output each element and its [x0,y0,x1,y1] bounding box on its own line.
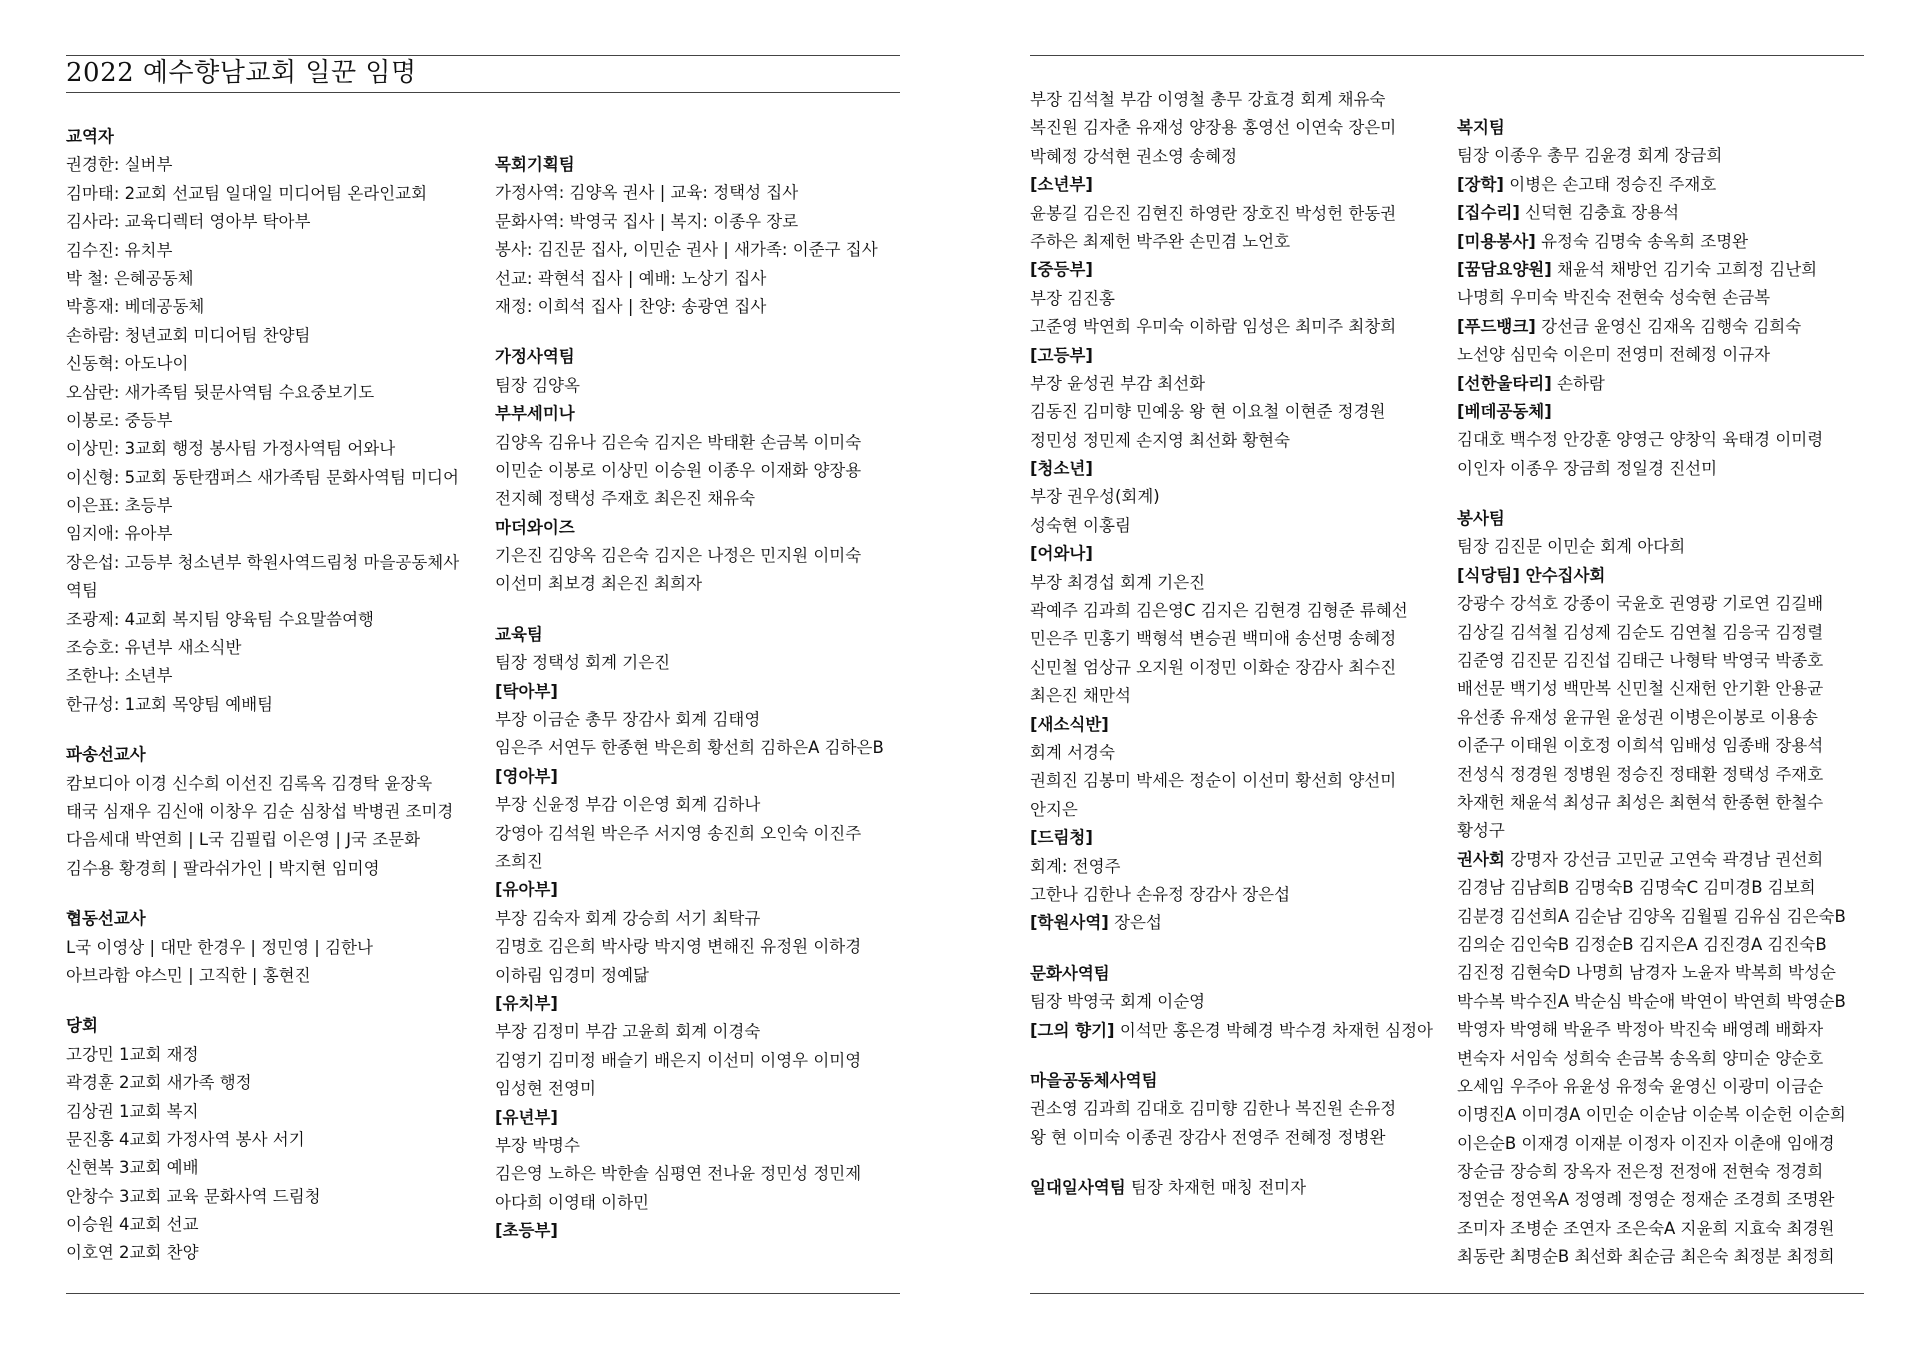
section-heading: [새소식반] [1030,714,1109,734]
section-spacer [1457,483,1846,505]
roster-line: 조희진 [495,851,543,871]
section-heading: 당회 [66,1016,98,1036]
section-heading: 마더와이즈 [495,517,575,537]
roster-line: 신동혁: 아도나이 [66,354,189,374]
section-heading: [소년부] [1030,175,1093,195]
roster-line: 김수진: 유치부 [66,240,173,260]
roster-line: 이신형: 5교회 동탄캠퍼스 새가족팀 문화사역팀 미디어 [66,467,459,487]
roster-line: 태국 심재우 김신애 이창우 김순 심창섭 박병권 조미경 [66,801,454,821]
section-spacer [66,883,459,905]
title-underline [66,92,900,93]
section-heading: [유아부] [495,880,558,900]
section-heading: 마을공동체사역팀 [1030,1070,1158,1090]
roster-line: 임지애: 유아부 [66,524,173,544]
section-spacer [1030,1152,1433,1174]
roster-line: 권희진 김봉미 박세은 정순이 이선미 황선희 양선미 [1030,771,1397,791]
roster-line: 이인자 이종우 장금희 정일경 진선미 [1457,458,1718,478]
roster-line: 기은진 김양옥 김은숙 김지은 나정은 민지원 이미숙 [495,546,862,566]
roster-line: 선교: 곽현석 집사 | 예배: 노상기 집사 [495,268,767,288]
roster-line [1457,228,1846,256]
roster-line: 임은주 서연두 한종현 박은희 황선희 김하은A 김하은B [495,738,884,758]
inline-names: 강명자 강선금 고민균 고연숙 곽경남 권선희 [1504,849,1824,869]
roster-line [1457,313,1846,341]
section-heading: [유년부] [495,1107,558,1127]
roster-line: 역팀 [66,581,98,601]
inline-label: [미용봉사] [1457,231,1536,251]
section-spacer [66,990,459,1012]
section-heading: [고등부] [1030,345,1093,365]
roster-line: 박 철: 은혜공동체 [66,268,194,288]
roster-line: 김영기 김미정 배슬기 배은지 이선미 이영우 이미영 [495,1050,862,1070]
inline-names: 강선금 윤영신 김재옥 김행숙 김희숙 [1535,316,1802,336]
section-heading: [베데공동체] [1457,401,1552,421]
roster-line: 김의순 김인숙B 김정순B 김지은A 김진경A 김진숙B [1457,934,1827,954]
section-heading: [드림청] [1030,828,1093,848]
roster-line: 부장 최경섭 회계 기은진 [1030,572,1206,592]
roster-line: 임성현 전영미 [495,1079,596,1099]
roster-line: 김분경 김선희A 김순남 김양옥 김월필 김유심 김은숙B [1457,906,1846,926]
roster-line: 복진원 김자춘 유재성 양장용 홍영선 이연숙 장은미 [1030,118,1397,138]
roster-line: 곽경훈 2교회 새가족 행정 [66,1073,252,1093]
roster-line: 부장 이금순 총무 장감사 회계 김태영 [495,710,761,730]
section-heading: [어와나] [1030,544,1093,564]
roster-line: 김양옥 김유나 김은숙 김지은 박태환 손금복 이미숙 [495,432,862,452]
section-spacer [495,599,884,621]
right-page [960,0,1920,1362]
roster-line: 권소영 김과희 김대호 김미향 김한나 복진원 손유정 [1030,1099,1397,1119]
roster-line [1457,562,1846,590]
section-heading: 문화사역팀 [1030,963,1110,983]
inline-names: 손하람 [1551,373,1605,393]
section-heading: 가정사역팀 [495,347,575,367]
roster-line: 이선미 최보경 최은진 최희자 [495,574,703,594]
roster-line: 부장 윤성권 부감 최선화 [1030,373,1206,393]
roster-line: 박흥재: 베데공동체 [66,297,205,317]
roster-line: 황성구 [1457,821,1505,841]
right-column-1 [1030,86,1433,1202]
roster-line: 김진정 김현숙D 나명희 남경자 노윤자 박복희 박성순 [1457,963,1836,983]
roster-line: 팀장 박영국 회계 이순영 [1030,992,1206,1012]
roster-line: 이명진A 이미경A 이민순 이순남 이순복 이순헌 이순희 [1457,1105,1846,1125]
roster-line: 회계: 전영주 [1030,856,1121,876]
inline-label: [집수리] [1457,203,1520,223]
roster-line: 김경남 김남희B 김명숙B 김명숙C 김미경B 김보희 [1457,878,1816,898]
roster-line: 조승호: 유년부 새소식반 [66,638,242,658]
section-heading: [유치부] [495,993,558,1013]
roster-line: 박영자 박영해 박윤주 박정아 박진숙 배영례 배화자 [1457,1020,1824,1040]
roster-line [1457,171,1846,199]
roster-line: 이상민: 3교회 행정 봉사팀 가정사역팀 어와나 [66,439,396,459]
roster-line: 신현복 3교회 예배 [66,1158,199,1178]
roster-line: 왕 현 이미숙 이종권 장감사 전영주 전혜정 정병완 [1030,1127,1386,1147]
roster-line [1457,370,1846,398]
roster-line: 오삼란: 새가족팀 뒷문사역팀 수요중보기도 [66,382,375,402]
section-heading: [탁아부] [495,681,558,701]
inline-label: [식당팀] 안수집사회 [1457,565,1606,585]
roster-line: 팀장 김양옥 [495,375,580,395]
inline-label: 권사회 [1457,849,1505,869]
roster-line: 이은표: 초등부 [66,496,173,516]
roster-line: 아다희 이영태 이하민 [495,1192,649,1212]
roster-line: 조광제: 4교회 복지팀 양육팀 수요말씀여행 [66,609,374,629]
roster-line: 이봉로: 중등부 [66,410,173,430]
roster-line: 김동진 김미향 민예웅 왕 현 이요철 이현준 정경원 [1030,402,1386,422]
inline-label: [그의 향기] [1030,1020,1115,1040]
inline-label: [선한울타리] [1457,373,1552,393]
roster-line: 성숙현 이홍림 [1030,515,1131,535]
roster-line: 문화사역: 박영국 집사 | 복지: 이종우 장로 [495,211,799,231]
roster-line: 김대호 백수정 안강훈 양영근 양창익 육태경 이미령 [1457,430,1824,450]
inline-label: [푸드뱅크] [1457,316,1536,336]
roster-line: 부장 김석철 부감 이영철 총무 강효경 회계 채유숙 [1030,90,1386,109]
roster-line: 부장 박명수 [495,1135,580,1155]
inline-names: 이석만 홍은경 박혜경 박수경 차재헌 심정아 [1114,1020,1433,1040]
roster-line: 이승원 4교회 선교 [66,1215,199,1235]
roster-line: 한규성: 1교회 목양팀 예배팀 [66,694,274,714]
roster-line: 유선종 유재성 윤규원 윤성권 이병은이봉로 이용송 [1457,707,1818,727]
roster-line: 이호연 2교회 찬양 [66,1243,199,1263]
roster-line: 이은순B 이재경 이재분 이정자 이진자 이춘애 임애경 [1457,1133,1835,1153]
inline-names: 유정숙 김명숙 송옥희 조명완 [1535,231,1749,251]
roster-line: 안창수 3교회 교육 문화사역 드림청 [66,1186,321,1206]
roster-line: 신민철 엄상규 오지원 이정민 이화순 장감사 최수진 [1030,657,1397,677]
roster-line: 안지은 [1030,799,1078,819]
roster-line: 김은영 노하은 박한솔 심평연 전나윤 정민성 정민제 [495,1164,862,1184]
bottom-rule-right [1030,1293,1864,1294]
roster-line: 고준영 박연희 우미숙 이하람 임성은 최미주 최창희 [1030,317,1397,337]
roster-line: 이하림 임경미 정예닮 [495,965,649,985]
roster-line: 이민순 이봉로 이상민 이승원 이종우 이재화 양장용 [495,460,862,480]
section-spacer [495,321,884,343]
roster-line [1457,846,1846,874]
roster-line: 전지혜 정택성 주재호 최은진 채유숙 [495,489,756,509]
roster-line: 차재헌 채윤석 최성규 최성은 최현석 한종현 한철수 [1457,792,1824,812]
roster-line: 김마태: 2교회 선교팀 일대일 미디어팀 온라인교회 [66,183,428,203]
section-heading: 복지팀 [1457,118,1505,137]
roster-line: 박혜정 강석현 권소영 송혜정 [1030,146,1238,166]
roster-line: 최은진 채만석 [1030,686,1131,706]
roster-line: 아브라함 야스민 | 고직한 | 홍현진 [66,965,311,985]
left-column-1 [66,123,459,1268]
roster-line: 강영아 김석원 박은주 서지영 송진희 오인숙 이진주 [495,823,862,843]
roster-line: 다음세대 박연희 | L국 김필립 이은영 | J국 조문화 [66,830,421,850]
roster-line: 강광수 강석호 강종이 국윤호 권영광 기로연 김길배 [1457,594,1824,614]
section-spacer [66,719,459,741]
roster-line: 부장 김진홍 [1030,288,1115,308]
bottom-rule-left [66,1293,900,1294]
roster-line: 장은섭: 고등부 청소년부 학원사역드림청 마을공동체사 [66,552,460,572]
section-heading: [영아부] [495,766,558,786]
section-heading: 부부세미나 [495,404,575,424]
roster-line: 팀장 김진문 이민순 회계 아다희 [1457,537,1686,557]
inline-label: [학원사역] [1030,913,1109,933]
roster-line: 봉사: 김진문 집사, 이민순 권사 | 새가족: 이준구 집사 [495,240,878,260]
roster-line: 오세임 우주아 유윤성 유정숙 윤영신 이광미 이금순 [1457,1076,1824,1096]
inline-label: [장학] [1457,174,1504,194]
right-column-2 [1457,114,1846,1272]
roster-line: 부장 김숙자 회계 강승희 서기 최탁규 [495,908,761,928]
roster-line: 조한나: 소년부 [66,666,173,686]
roster-line: 조미자 조병순 조연자 조은숙A 지윤희 지효숙 최경원 [1457,1218,1835,1238]
roster-line: 전성식 정경원 정병원 정승진 정태환 정택성 주재호 [1457,764,1824,784]
section-spacer [1030,938,1433,960]
section-heading: 교역자 [66,127,114,146]
roster-line: 최동란 최명순B 최선화 최순금 최은숙 최정분 최정희 [1457,1247,1835,1267]
roster-line: 변숙자 서임숙 성희숙 손금복 송옥희 양미순 양순호 [1457,1048,1824,1068]
section-heading: 교육팀 [495,624,543,644]
inline-names: 신덕현 김충효 장용석 [1519,203,1680,223]
roster-line: 장순금 장승희 장옥자 전은정 전정애 전현숙 정경희 [1457,1162,1824,1182]
roster-line: 배선문 백기성 백만복 신민철 신재헌 안기환 안용균 [1457,679,1824,699]
inline-names: 팀장 차재헌 매칭 전미자 [1125,1178,1307,1198]
section-heading: 협동선교사 [66,909,146,929]
roster-line: 정민성 정민제 손지영 최선화 황현숙 [1030,430,1291,450]
page-title: 2022 예수향남교회 일꾼 임명 [66,58,417,88]
roster-line [1030,1017,1433,1045]
section-heading: 봉사팀 [1457,509,1505,529]
roster-line [1030,1174,1433,1202]
section-heading: [중등부] [1030,260,1093,280]
roster-line: 민은주 민홍기 백형석 변승권 백미애 송선명 송혜정 [1030,629,1397,649]
roster-line: 고한나 김한나 손유정 장감사 장은섭 [1030,884,1291,904]
roster-line [1457,199,1846,227]
inline-label: [꿈담요양원] [1457,259,1552,279]
section-heading: 파송선교사 [66,745,146,765]
roster-line: 고강민 1교회 재정 [66,1044,199,1064]
roster-line: 부장 권우성(회계) [1030,487,1160,507]
roster-line: 김상길 김석철 김성제 김순도 김연철 김응국 김정렬 [1457,622,1824,642]
section-spacer [1030,1045,1433,1067]
roster-line: 주하은 최제헌 박주완 손민겸 노언호 [1030,231,1291,251]
roster-line [1030,909,1433,937]
roster-line: 나명희 우미숙 박진숙 전현숙 성숙현 손금복 [1457,288,1771,308]
top-rule-right [1030,55,1864,56]
roster-line: 가정사역: 김양옥 권사 | 교육: 정택성 집사 [495,183,799,203]
inline-names: 이병은 손고태 정승진 주재호 [1503,174,1717,194]
inline-names: 채윤석 채방언 김기숙 고희정 김난희 [1551,259,1818,279]
roster-line: 부장 신윤정 부감 이은영 회계 김하나 [495,795,761,815]
left-column-2 [495,151,884,1245]
roster-line: 박수복 박수진A 박순심 박순애 박연이 박연희 박영순B [1457,991,1846,1011]
roster-line: 김명호 김은희 박사랑 박지영 변해진 유정원 이하경 [495,937,862,957]
roster-line: 팀장 이종우 총무 김윤경 회계 장금희 [1457,146,1723,166]
roster-line: 김수용 황경희 | 팔라쉬가인 | 박지현 임미영 [66,858,380,878]
roster-line: 윤봉길 김은진 김현진 하영란 장호진 박성헌 한동권 [1030,203,1397,223]
roster-line: 권경한: 실버부 [66,155,173,175]
inline-names: 장은섭 [1108,913,1162,933]
roster-line: 이준구 이태원 이호정 이희석 임배성 임종배 장용석 [1457,736,1824,756]
roster-line: 정연순 정연옥A 정영례 정영순 정재순 조경희 조명완 [1457,1190,1835,1210]
inline-label: 일대일사역팀 [1030,1178,1126,1198]
roster-line: 부장 김정미 부감 고윤희 회계 이경숙 [495,1022,761,1042]
roster-line: 김상권 1교회 복지 [66,1101,199,1121]
roster-line: 문진홍 4교회 가정사역 봉사 서기 [66,1129,305,1149]
roster-line: 손하람: 청년교회 미디어팀 찬양팀 [66,325,311,345]
roster-line: 노선양 심민숙 이은미 전영미 전혜정 이규자 [1457,345,1771,365]
roster-line [1457,256,1846,284]
roster-line: 재정: 이희석 집사 | 찬양: 송광연 집사 [495,296,767,316]
roster-line: 곽예주 김과희 김은영C 김지은 김현경 김형준 류혜선 [1030,601,1408,621]
roster-line: L국 이영상 | 대만 한경우 | 정민영 | 김한나 [66,937,373,957]
roster-line: 캄보디아 이경 신수희 이선진 김록옥 김경탁 윤장욱 [66,773,433,793]
section-heading: 목회기획팀 [495,155,575,174]
section-heading: [초등부] [495,1221,558,1241]
roster-line: 팀장 정택성 회계 기은진 [495,653,671,673]
roster-line: 회계 서경숙 [1030,742,1115,762]
roster-line: 김준영 김진문 김진섭 김태근 나형탁 박영국 박종호 [1457,651,1824,671]
section-heading: [청소년] [1030,459,1093,479]
roster-line: 김사라: 교육디렉터 영아부 탁아부 [66,212,311,232]
